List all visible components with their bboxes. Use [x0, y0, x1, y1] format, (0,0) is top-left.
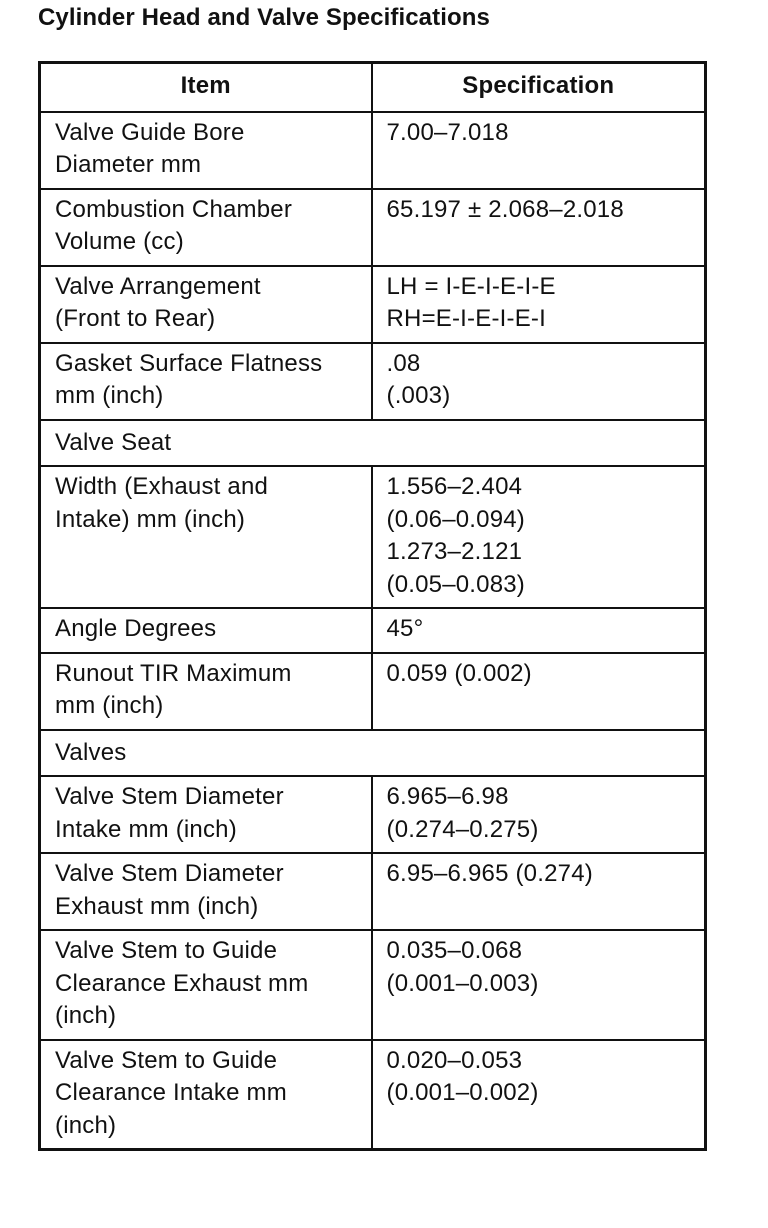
item-cell: Runout TIR Maximum mm (inch): [40, 653, 372, 730]
table-row: [40, 112, 706, 189]
spec-cell: 0.035–0.068 (0.001–0.003): [372, 930, 706, 1040]
table-row: [40, 853, 706, 930]
spec-cell: 6.95–6.965 (0.274): [372, 853, 706, 930]
section-heading: Valve Seat: [40, 420, 706, 467]
table-row: [40, 466, 706, 608]
table-row: [40, 1040, 706, 1150]
table-header-row: [40, 63, 706, 112]
table-row: [40, 608, 706, 653]
section-row-valve-seat: [40, 420, 706, 467]
spec-cell: 0.059 (0.002): [372, 653, 706, 730]
item-cell: Valve Stem to Guide Clearance Intake mm (inch): [40, 1040, 372, 1150]
table-row: [40, 930, 706, 1040]
table-row: [40, 343, 706, 420]
spec-cell: 6.965–6.98 (0.274–0.275): [372, 776, 706, 853]
spec-cell: 0.020–0.053 (0.001–0.002): [372, 1040, 706, 1150]
table-row: [40, 653, 706, 730]
item-cell: Gasket Surface Flatness mm (inch): [40, 343, 372, 420]
item-cell: Width (Exhaust and Intake) mm (inch): [40, 466, 372, 608]
section-row-valves: [40, 730, 706, 777]
column-header-specification: Specification: [372, 63, 706, 112]
spec-cell: LH = I-E-I-E-I-E RH=E-I-E-I-E-I: [372, 266, 706, 343]
item-cell: Valve Stem Diameter Exhaust mm (inch): [40, 853, 372, 930]
specifications-table: [38, 61, 707, 1151]
page-title: Cylinder Head and Valve Specifications: [38, 4, 490, 31]
spec-cell: 1.556–2.404 (0.06–0.094) 1.273–2.121 (0.05–0.083): [372, 466, 706, 608]
column-header-item: Item: [40, 63, 372, 112]
item-cell: Valve Guide Bore Diameter mm: [40, 112, 372, 189]
spec-cell: 65.197 ± 2.068–2.018: [372, 189, 706, 266]
spec-cell: 45°: [372, 608, 706, 653]
item-cell: Valve Stem Diameter Intake mm (inch): [40, 776, 372, 853]
table-row: [40, 776, 706, 853]
spec-cell: 7.00–7.018: [372, 112, 706, 189]
table-row: [40, 189, 706, 266]
item-cell: Angle Degrees: [40, 608, 372, 653]
section-heading: Valves: [40, 730, 706, 777]
item-cell: Valve Arrangement (Front to Rear): [40, 266, 372, 343]
table-row: [40, 266, 706, 343]
item-cell: Combustion Chamber Volume (cc): [40, 189, 372, 266]
item-cell: Valve Stem to Guide Clearance Exhaust mm (inch): [40, 930, 372, 1040]
spec-cell: .08 (.003): [372, 343, 706, 420]
